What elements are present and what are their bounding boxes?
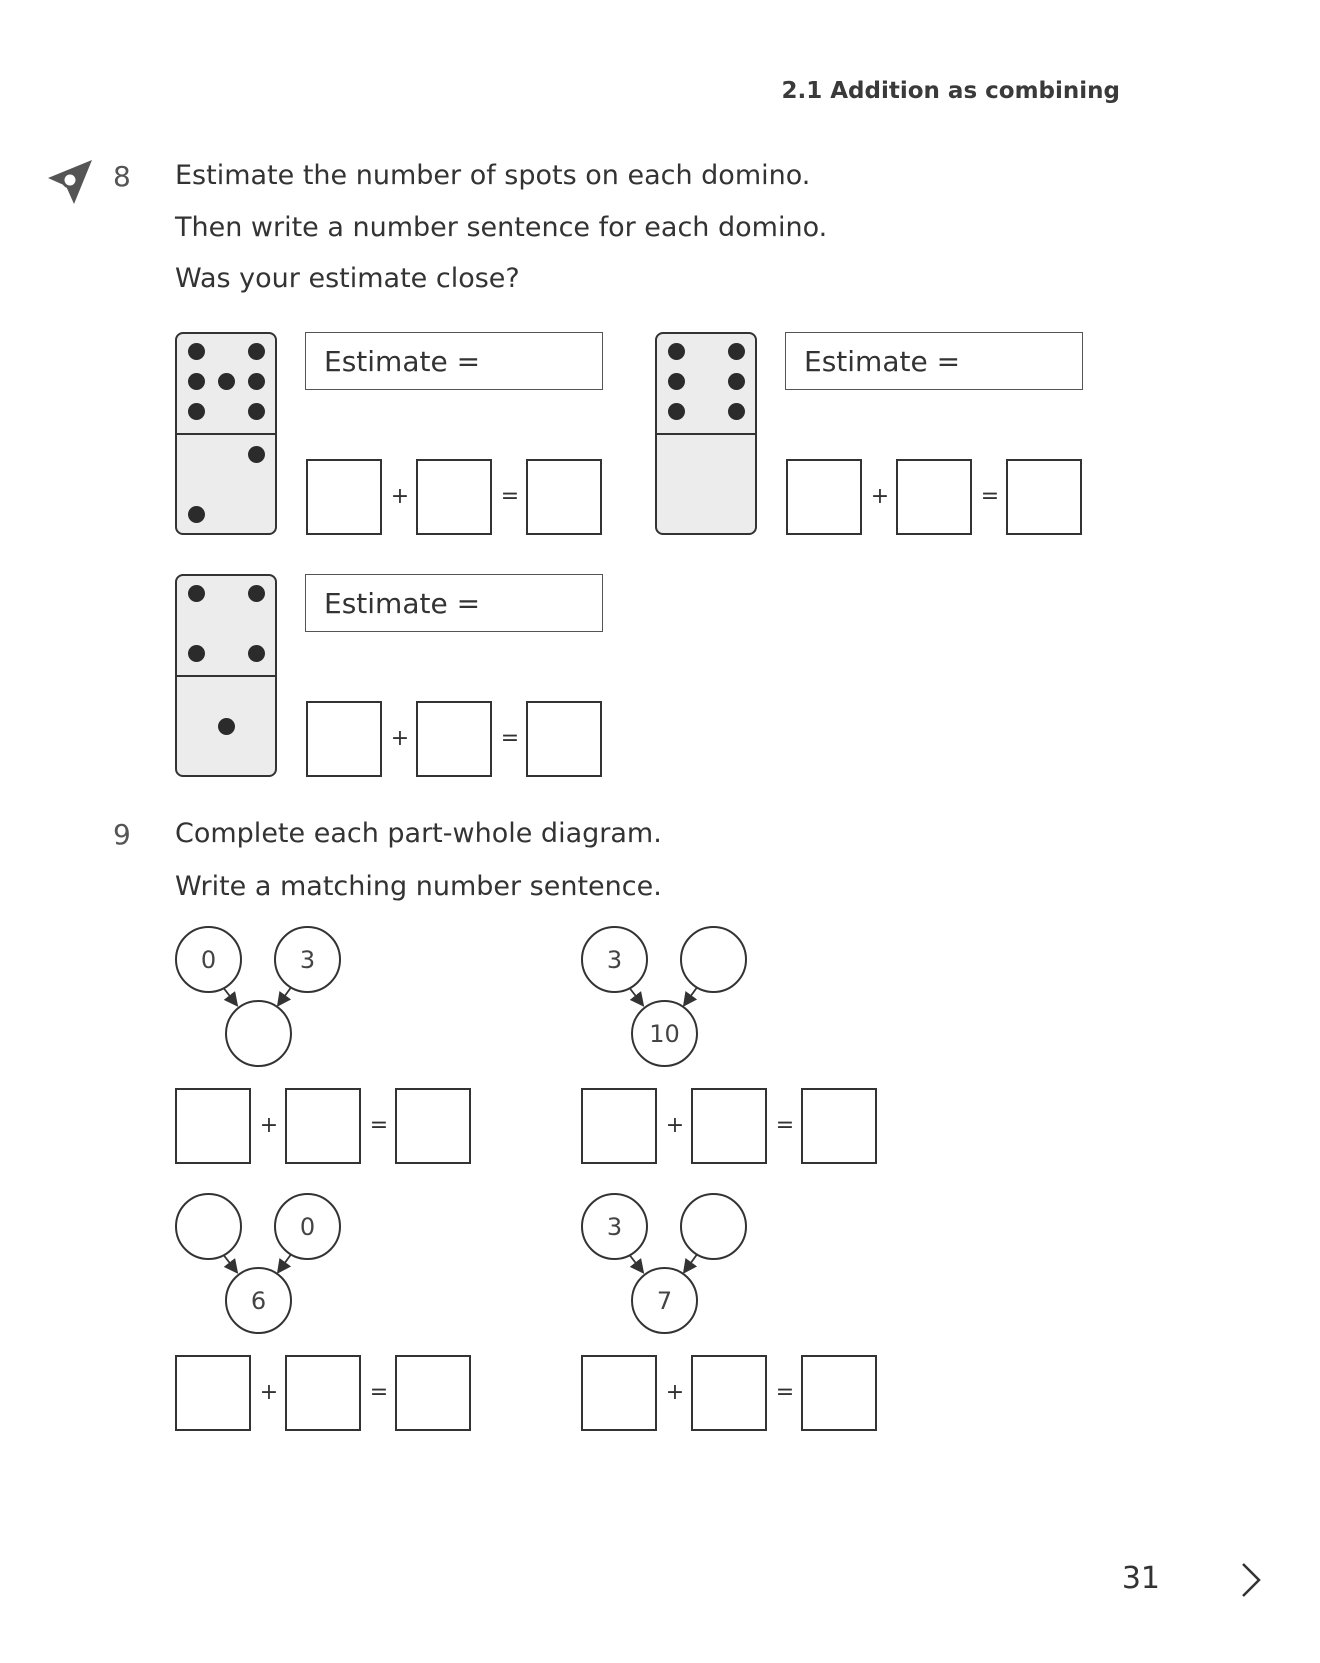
answer-box[interactable] — [581, 1355, 657, 1431]
answer-box[interactable] — [175, 1355, 251, 1431]
answer-box[interactable] — [285, 1088, 361, 1164]
estimate-label: Estimate = — [804, 344, 961, 378]
connector-arrow — [279, 986, 292, 1004]
plus-sign: + — [665, 1380, 685, 1405]
connector-arrow — [279, 1253, 292, 1271]
part-circle[interactable] — [175, 1193, 242, 1260]
part-circle[interactable] — [680, 1193, 747, 1260]
question-8-number: 8 — [113, 160, 131, 193]
equals-sign: = — [775, 1380, 795, 1405]
equals-sign: = — [500, 484, 520, 509]
number-sentence-q9-2 — [581, 1088, 881, 1164]
page-number: 31 — [1121, 1561, 1160, 1596]
q9-instruction-2: Write a matching number sentence. — [175, 871, 662, 902]
connector-arrow — [685, 1253, 698, 1271]
plus-sign: + — [390, 726, 410, 751]
section-title: 2.1 Addition as combining — [781, 78, 1120, 104]
plus-sign: + — [870, 484, 890, 509]
answer-box[interactable] — [395, 1355, 471, 1431]
equals-sign: = — [369, 1113, 389, 1138]
equals-sign: = — [775, 1113, 795, 1138]
whole-circle[interactable] — [225, 1000, 292, 1067]
part-circle[interactable]: 3 — [581, 1193, 648, 1260]
q8-instruction-2: Then write a number sentence for each domino. — [175, 212, 828, 243]
answer-box[interactable] — [691, 1088, 767, 1164]
answer-box[interactable] — [801, 1088, 877, 1164]
answer-box[interactable] — [395, 1088, 471, 1164]
answer-box[interactable] — [801, 1355, 877, 1431]
plus-sign: + — [259, 1113, 279, 1138]
answer-box[interactable] — [175, 1088, 251, 1164]
part-circle[interactable]: 3 — [274, 926, 341, 993]
plus-sign: + — [665, 1113, 685, 1138]
chevron-right-icon[interactable] — [1238, 1560, 1264, 1600]
part-circle[interactable]: 0 — [274, 1193, 341, 1260]
connector-arrow — [685, 986, 698, 1004]
whole-circle[interactable]: 10 — [631, 1000, 698, 1067]
estimate-label: Estimate = — [324, 344, 481, 378]
plus-sign: + — [390, 484, 410, 509]
answer-box[interactable] — [581, 1088, 657, 1164]
number-sentence-q9-1 — [175, 1088, 475, 1164]
part-circle[interactable]: 0 — [175, 926, 242, 993]
part-circle[interactable]: 3 — [581, 926, 648, 993]
plus-sign: + — [259, 1380, 279, 1405]
answer-box[interactable] — [285, 1355, 361, 1431]
equals-sign: = — [980, 484, 1000, 509]
part-circle[interactable] — [680, 926, 747, 993]
estimate-label: Estimate = — [324, 586, 481, 620]
whole-circle[interactable]: 6 — [225, 1267, 292, 1334]
number-sentence-q9-3 — [175, 1355, 475, 1431]
q8-instruction-1: Estimate the number of spots on each domino. — [175, 160, 811, 191]
answer-box[interactable] — [691, 1355, 767, 1431]
whole-circle[interactable]: 7 — [631, 1267, 698, 1334]
equals-sign: = — [369, 1380, 389, 1405]
q9-instruction-1: Complete each part-whole diagram. — [175, 818, 662, 849]
question-9-number: 9 — [113, 818, 131, 851]
number-sentence-q9-4 — [581, 1355, 881, 1431]
q8-instruction-3: Was your estimate close? — [175, 263, 520, 294]
equals-sign: = — [500, 726, 520, 751]
